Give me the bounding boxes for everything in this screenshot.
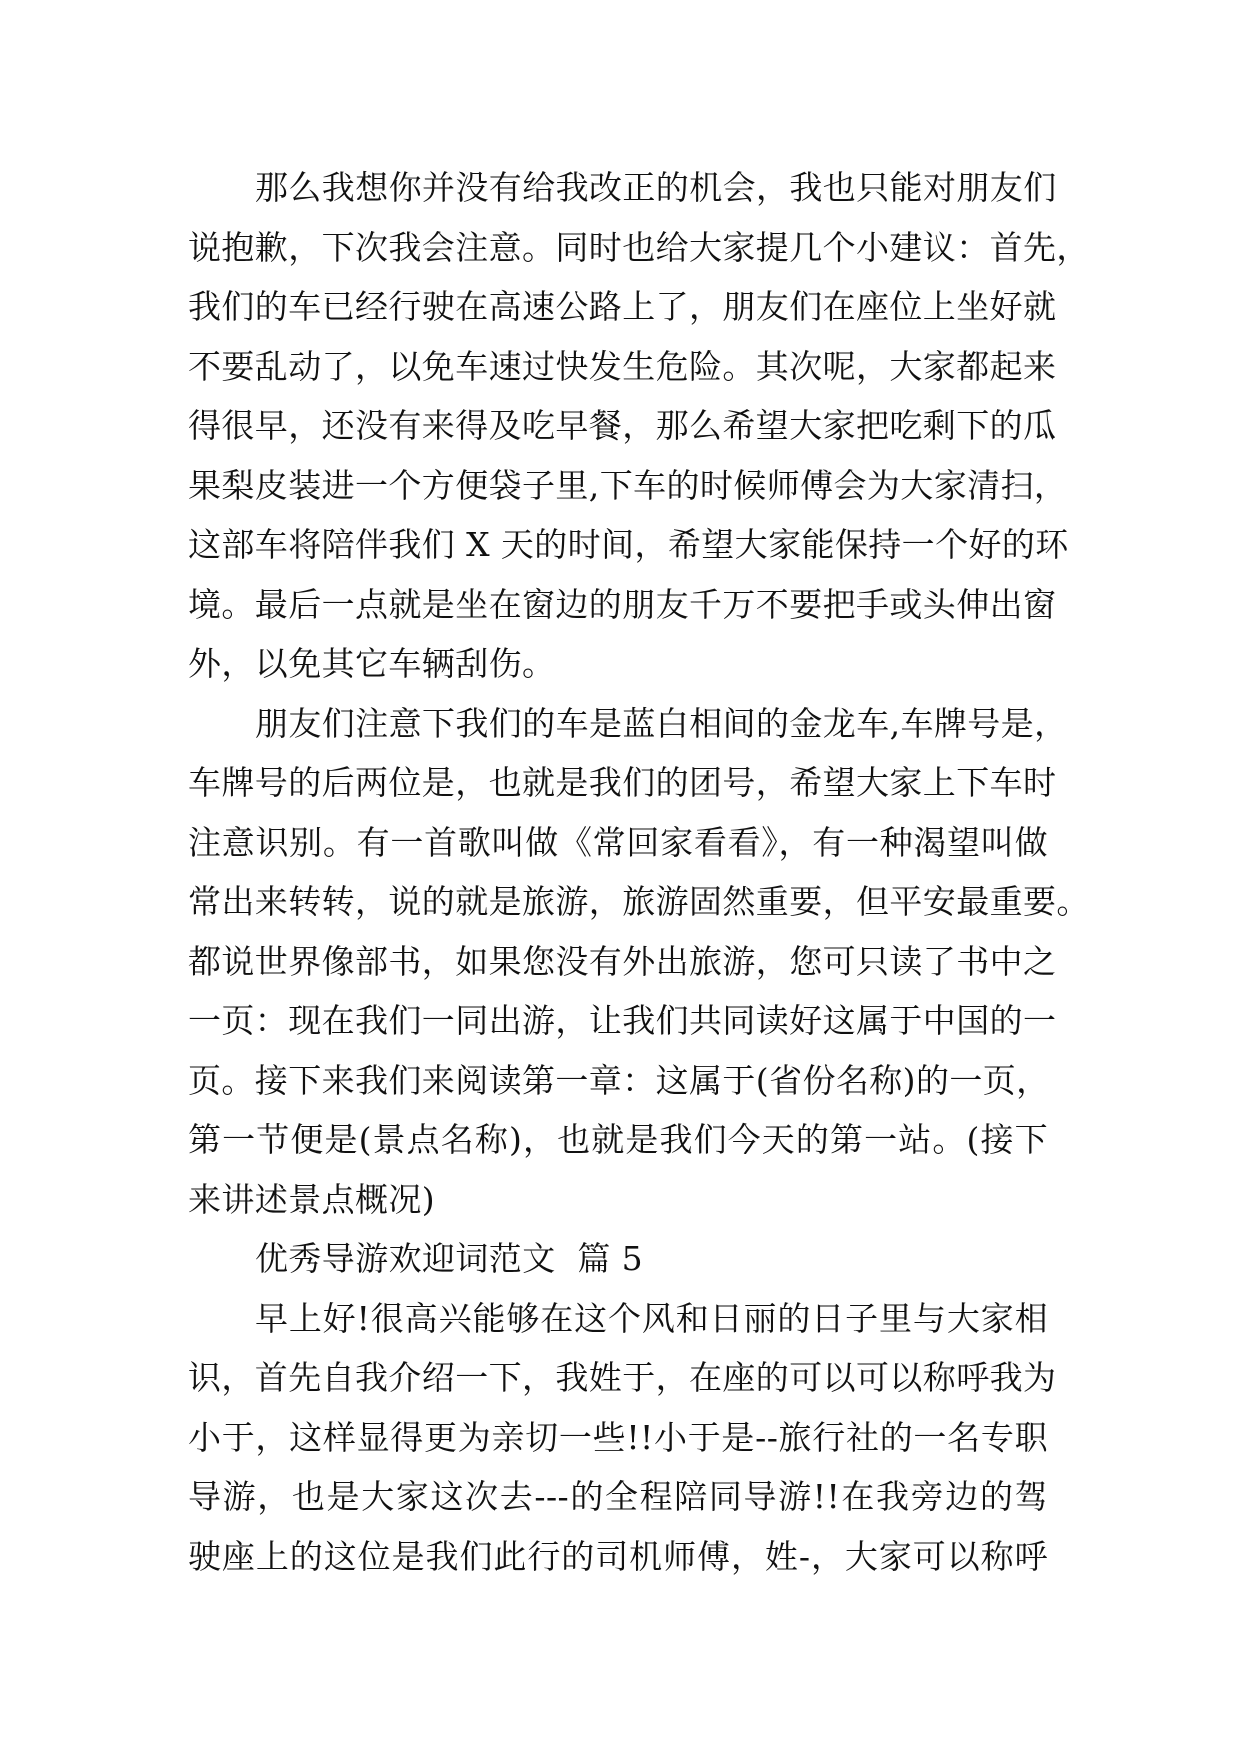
section-heading <box>188 1229 1048 1289</box>
heading-text: 优秀导游欢迎词范文 篇 5 <box>255 1239 644 1278</box>
text-line: 得很早，还没有来得及吃早餐，那么希望大家把吃剩下的瓜 <box>188 406 1057 445</box>
text-line: 早上好!很高兴能够在这个风和日丽的日子里与大家相 <box>255 1298 1048 1338</box>
text-line: 境。最后一点就是坐在窗边的朋友千万不要把手或头伸出窗 <box>188 584 1057 624</box>
text-line: 那么我想你并没有给我改正的机会，我也只能对朋友们 <box>255 168 1057 207</box>
text-line: 都说世界像部书，如果您没有外出旅游，您可只读了书中之 <box>188 941 1057 981</box>
text-line: 常出来转转，说的就是旅游，旅游固然重要，但平安最重要。 <box>188 882 1090 921</box>
text-line: 车牌号的后两位是，也就是我们的团号，希望大家上下车时 <box>188 763 1057 802</box>
document-body <box>188 158 1090 1586</box>
text-line: 导游，也是大家这次去---的全程陪同导游!!在我旁边的驾 <box>188 1477 1048 1516</box>
text-line: 朋友们注意下我们的车是蓝白相间的金龙车,车牌号是， <box>255 703 1068 743</box>
text-line: 来讲述景点概况) <box>188 1179 436 1219</box>
text-line: 页。接下来我们来阅读第一章：这属于(省份名称)的一页， <box>188 1060 1050 1100</box>
paragraph-1 <box>188 158 1090 694</box>
text-line: 我们的车已经行驶在高速公路上了，朋友们在座位上坐好就 <box>188 287 1057 326</box>
text-line: 不要乱动了，以免车速过快发生危险。其次呢，大家都起来 <box>188 346 1057 386</box>
paragraph-3 <box>188 1289 1057 1587</box>
text-line: 外，以免其它车辆刮伤。 <box>188 644 556 683</box>
text-line: 识，首先自我介绍一下，我姓于，在座的可以可以称呼我为 <box>188 1358 1057 1397</box>
text-line: 这部车将陪伴我们 X 天的时间，希望大家能保持一个好的环 <box>188 525 1069 564</box>
text-line: 注意识别。有一首歌叫做《常回家看看》，有一种渴望叫做 <box>188 822 1048 862</box>
text-line: 小于，这样显得更为亲切一些!!小于是--旅行社的一名专职 <box>188 1417 1048 1457</box>
text-line: 第一节便是(景点名称)，也就是我们今天的第一站。(接下 <box>188 1120 1048 1159</box>
text-line: 一页：现在我们一同出游，让我们共同读好这属于中国的一 <box>188 1001 1057 1040</box>
paragraph-2 <box>188 694 1090 1230</box>
text-line: 果梨皮装进一个方便袋子里,下车的时候师傅会为大家清扫， <box>188 465 1068 505</box>
text-line: 说抱歉，下次我会注意。同时也给大家提几个小建议：首先， <box>188 227 1090 267</box>
text-line: 驶座上的这位是我们此行的司机师傅，姓-，大家可以称呼 <box>188 1536 1048 1576</box>
